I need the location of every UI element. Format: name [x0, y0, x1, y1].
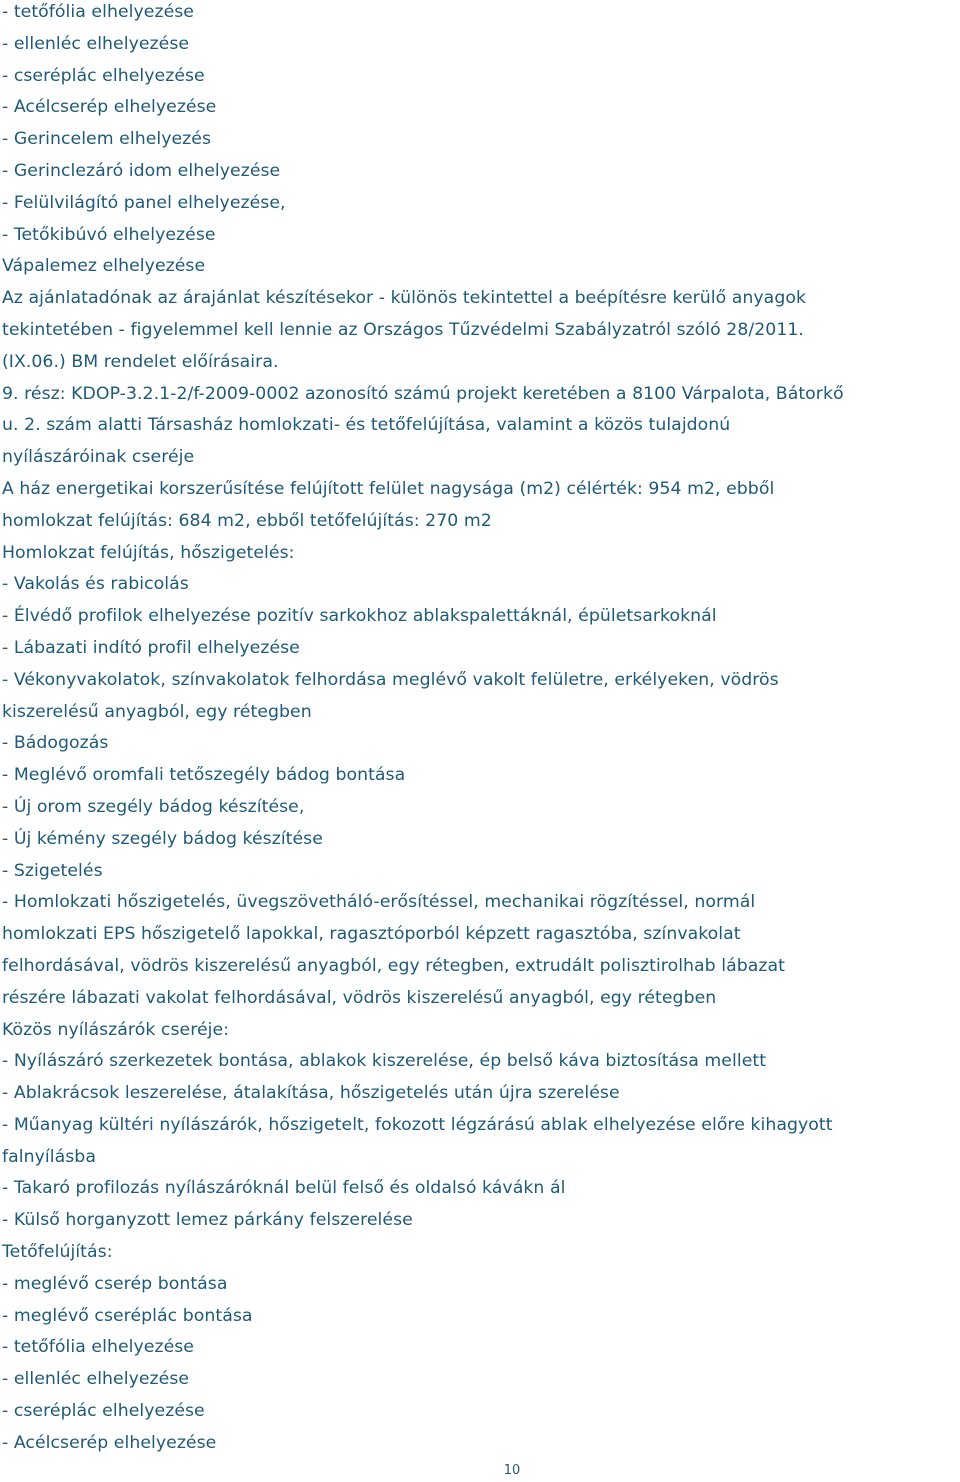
- text-line: - Új kémény szegély bádog készítése: [2, 828, 323, 849]
- text-line: Tetőfelújítás:: [2, 1242, 113, 1263]
- text-line: - Acélcserép elhelyezése: [2, 97, 217, 118]
- text-line: - Tetőkibúvó elhelyezése: [2, 224, 216, 245]
- text-line: tekintetében - figyelemmel kell lennie az Országos Tűzvédelmi Szabályzatról szóló 28/2011.: [2, 319, 804, 340]
- text-line: - Élvédő profilok elhelyezése pozitív sarkokhoz ablakspalettáknál, épületsarkoknál: [2, 606, 717, 627]
- text-line: A ház energetikai korszerűsítése felújított felület nagysága (m2) célérték: 954 m2, ebből: [2, 478, 775, 499]
- text-line: - meglévő cserép bontása: [2, 1273, 228, 1294]
- text-line: - Lábazati indító profil elhelyezése: [2, 637, 300, 658]
- text-line: - tetőfólia elhelyezése: [2, 2, 194, 22]
- text-line: - Gerincelem elhelyezés: [2, 129, 212, 150]
- text-line: - Vakolás és rabicolás: [2, 574, 189, 595]
- text-line: kiszerelésű anyagból, egy rétegben: [2, 701, 312, 722]
- text-line: Az ajánlatadónak az árajánlat készítésekor - különös tekintettel a beépítésre kerülő anyagok: [2, 288, 807, 309]
- text-line: - Takaró profilozás nyílászáróknál belül felső és oldalsó kávákn ál: [2, 1178, 566, 1199]
- text-line: - cseréplác elhelyezése: [2, 65, 205, 86]
- page-number: 10: [503, 1463, 521, 1478]
- text-line: - Felülvilágító panel elhelyezése,: [2, 192, 286, 213]
- document-body: [2, 0, 952, 1463]
- text-line: (IX.06.) BM rendelet előírásaira.: [2, 351, 279, 372]
- text-line: - Ablakrácsok leszerelése, átalakítása, hőszigetelés után újra szerelése: [2, 1083, 620, 1104]
- text-line: - Szigetelés: [2, 860, 103, 881]
- text-line: - Külső horganyzott lemez párkány felszerelése: [2, 1210, 413, 1231]
- text-line: - meglévő cseréplác bontása: [2, 1305, 253, 1326]
- text-line: - Acélcserép elhelyezése: [2, 1432, 217, 1453]
- text-line: - Bádogozás: [2, 733, 109, 754]
- text-line: - cseréplác elhelyezése: [2, 1401, 205, 1422]
- text-line: felhordásával, vödrös kiszerelésű anyagból, egy rétegben, extrudált polisztirolhab lábazat: [2, 955, 785, 976]
- text-line: - Új orom szegély bádog készítése,: [2, 796, 305, 817]
- text-line: homlokzati EPS hőszigetelő lapokkal, ragasztóporból képzett ragasztóba, színvakolat: [2, 924, 741, 945]
- text-line: nyílászáróinak cseréje: [2, 447, 195, 468]
- text-line: 9. rész: KDOP-3.2.1-2/f-2009-0002 azonosító számú projekt keretében a 8100 Várpalota, Bátorkő: [2, 383, 844, 404]
- text-line: - Gerinclezáró idom elhelyezése: [2, 160, 281, 181]
- text-line: Vápalemez elhelyezése: [2, 256, 206, 277]
- text-line: Közös nyílászárók cseréje:: [2, 1019, 230, 1040]
- text-line: részére lábazati vakolat felhordásával, vödrös kiszerelésű anyagból, egy rétegben: [2, 987, 717, 1008]
- text-line: - Műanyag kültéri nyílászárók, hőszigetelt, fokozott légzárású ablak elhelyezése előre kihagyott: [2, 1114, 833, 1135]
- text-line: - Nyílászáró szerkezetek bontása, ablakok kiszerelése, ép belső káva biztosítása mellett: [2, 1051, 767, 1072]
- text-line: - tetőfólia elhelyezése: [2, 1337, 194, 1358]
- text-line: falnyílásba: [2, 1146, 96, 1167]
- text-line: u. 2. szám alatti Társasház homlokzati- és tetőfelújítása, valamint a közös tulajdonú: [2, 415, 731, 436]
- text-line: - Meglévő oromfali tetőszegély bádog bontása: [2, 765, 406, 786]
- text-line: - Vékonyvakolatok, színvakolatok felhordása meglévő vakolt felületre, erkélyeken, vödrös: [2, 669, 779, 690]
- text-line: - ellenléc elhelyezése: [2, 33, 190, 54]
- text-line: - ellenléc elhelyezése: [2, 1369, 190, 1390]
- text-line: - Homlokzati hőszigetelés, üvegszövetháló-erősítéssel, mechanikai rögzítéssel, normál: [2, 892, 756, 913]
- text-line: homlokzat felújítás: 684 m2, ebből tetőfelújítás: 270 m2: [2, 510, 492, 531]
- text-line: Homlokzat felújítás, hőszigetelés:: [2, 542, 295, 563]
